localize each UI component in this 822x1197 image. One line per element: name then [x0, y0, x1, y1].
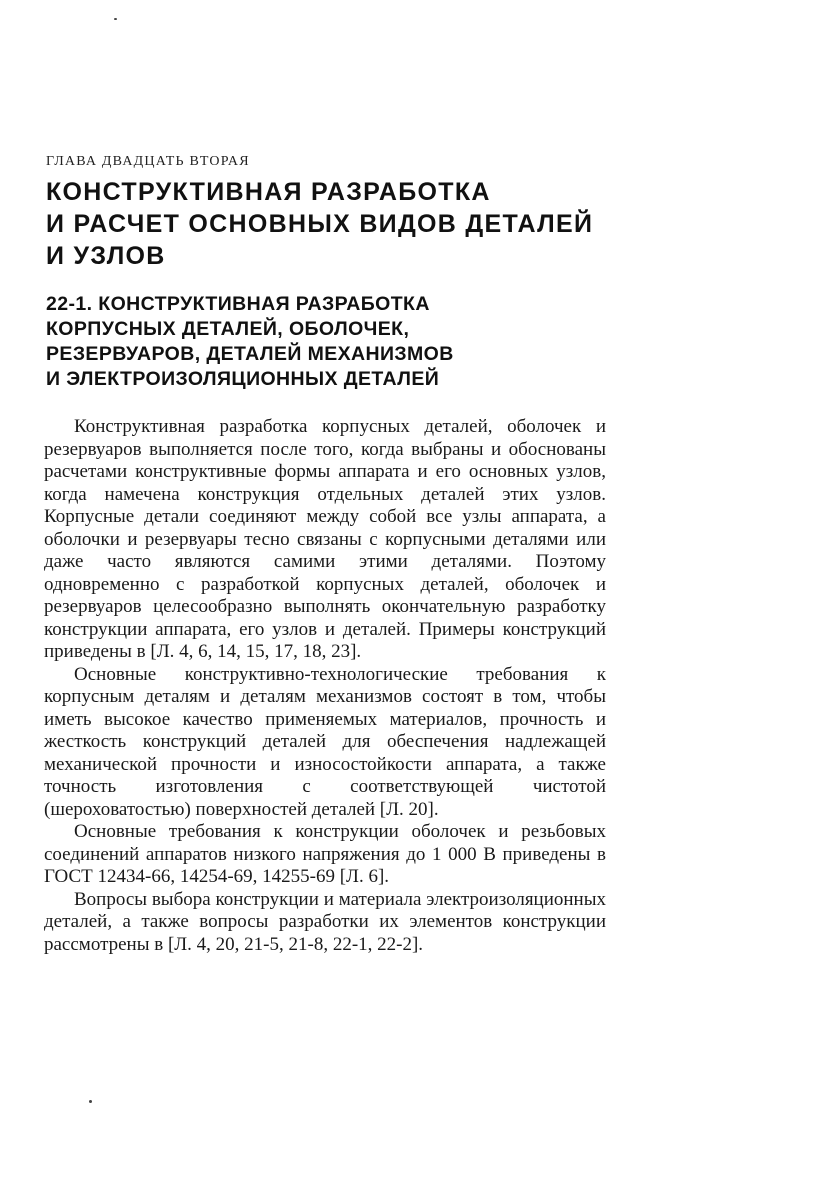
chapter-title-line: КОНСТРУКТИВНАЯ РАЗРАБОТКА: [46, 178, 491, 206]
print-speck: [89, 1100, 92, 1103]
chapter-title-line: И РАСЧЕТ ОСНОВНЫХ ВИДОВ ДЕТАЛЕЙ: [46, 210, 594, 238]
chapter-title: [46, 176, 646, 272]
paragraph: Вопросы выбора конструкции и материала электроизоляционных деталей, а также вопросы разработки их элементов конструкции рассмотрены в [Л. 4, 20, 21-5, 21-8, 22-1, 22-2].: [44, 888, 606, 955]
section-title-line: КОРПУСНЫХ ДЕТАЛЕЙ, ОБОЛОЧЕК,: [46, 318, 410, 340]
section-title-line: 22-1. КОНСТРУКТИВНАЯ РАЗРАБОТКА: [46, 293, 430, 315]
section-title: [46, 292, 626, 392]
print-speck: [114, 18, 117, 20]
section-title-line: РЕЗЕРВУАРОВ, ДЕТАЛЕЙ МЕХАНИЗМОВ: [46, 343, 454, 365]
body-text: [44, 416, 606, 956]
paragraph: Основные требования к конструкции оболочек и резьбовых соединений аппаратов низкого напряжения до 1 000 В приведены в ГОСТ 12434-66, 14254-69, 14255-69 [Л. 6].: [44, 821, 606, 887]
paragraph: Основные конструктивно-технологические требования к корпусным деталям и деталям механизмов состоят в том, чтобы иметь высокое качество применяемых материалов, прочность и жесткость конструкций деталей для обеспечения надлежащей механической прочности и износостойкости аппарата, а также точность изготовления с соответствующей чистотой (шероховатостью) поверхностей деталей [Л. 20].: [44, 663, 606, 820]
paragraph: Конструктивная разработка корпусных деталей, оболочек и резервуаров выполняется после того, когда выбраны и обоснованы расчетами конструктивные формы аппарата и его основных узлов, когда намечена конструкция отдельных деталей этих узлов. Корпусные детали соединяют между собой все узлы аппарата, а оболочки и резервуары тесно связаны с корпусными деталями или даже часто являются самими этими деталями. Поэтому одновременно с разработкой корпусных деталей, оболочек и резервуаров целесообразно выполнять окончательную разработку конструкции аппарата, его узлов и деталей. Примеры конструкций приведены в [Л. 4, 6, 14, 15, 17, 18, 23].: [44, 416, 606, 662]
chapter-label: ГЛАВА ДВАДЦАТЬ ВТОРАЯ: [46, 154, 250, 169]
chapter-title-line: И УЗЛОВ: [46, 242, 166, 270]
section-title-line: И ЭЛЕКТРОИЗОЛЯЦИОННЫХ ДЕТАЛЕЙ: [46, 368, 440, 390]
